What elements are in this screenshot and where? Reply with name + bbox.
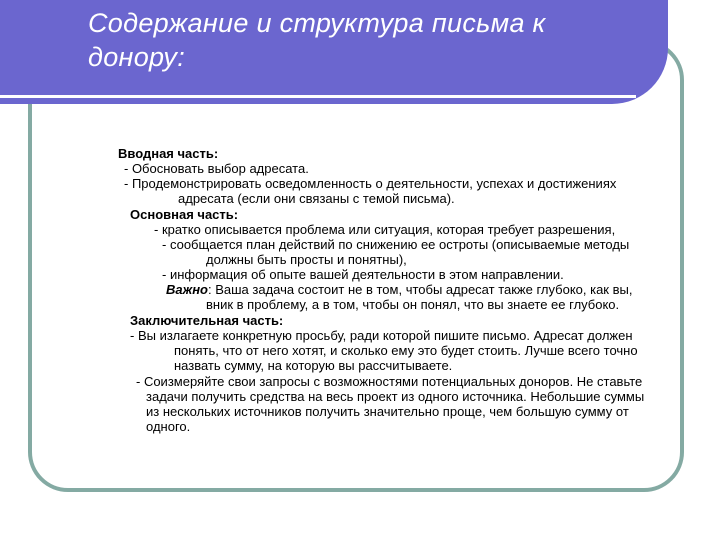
intro-heading: Вводная часть: bbox=[118, 146, 219, 161]
title-line-1: Содержание и структура письма к bbox=[88, 8, 546, 38]
body-line: - кратко описывается проблема или ситуация, которая требует разрешения, bbox=[154, 222, 616, 237]
important-label: Важно bbox=[166, 282, 208, 297]
body-line: адресата (если они связаны с темой письма). bbox=[178, 191, 455, 206]
body-line: одного. bbox=[146, 419, 191, 434]
body-line: - сообщается план действий по снижению ее остроты (описываемые методы bbox=[162, 237, 630, 252]
body-line: - Соизмеряйте свои запросы с возможностями потенциальных доноров. Не ставьте bbox=[136, 374, 643, 389]
important-note bbox=[166, 282, 632, 297]
main-heading: Основная часть: bbox=[130, 207, 239, 222]
body-line: понять, что от него хотят, и сколько ему это будет стоить. Лучше всего точно bbox=[174, 343, 638, 358]
body-line: должны быть просты и понятны), bbox=[206, 252, 407, 267]
body-line: вник в проблему, а в том, чтобы он понял, что вы знаете ее глубоко. bbox=[206, 297, 620, 312]
body-line: из нескольких источников получить значительно проще, чем большую сумму от bbox=[146, 404, 629, 419]
slide-title bbox=[88, 6, 648, 74]
title-banner bbox=[0, 0, 668, 104]
body-line: задачи получить средства на весь проект из одного источника. Небольшие суммы bbox=[146, 389, 645, 404]
final-heading: Заключительная часть: bbox=[130, 313, 284, 328]
body-line: - Продемонстрировать осведомленность о деятельности, успехах и достижениях bbox=[124, 176, 617, 191]
body-line: - Обосновать выбор адресата. bbox=[124, 161, 309, 176]
title-line-2: донору: bbox=[88, 42, 186, 72]
important-text: : Ваша задача состоит не в том, чтобы адресат также глубоко, как вы, bbox=[207, 282, 633, 297]
body-line: - Вы излагаете конкретную просьбу, ради которой пишите письмо. Адресат должен bbox=[130, 328, 633, 343]
body-line: - информация об опыте вашей деятельности в этом направлении. bbox=[162, 267, 564, 282]
title-underline bbox=[0, 95, 636, 98]
body-line: назвать сумму, на которую вы рассчитываете. bbox=[174, 358, 453, 373]
